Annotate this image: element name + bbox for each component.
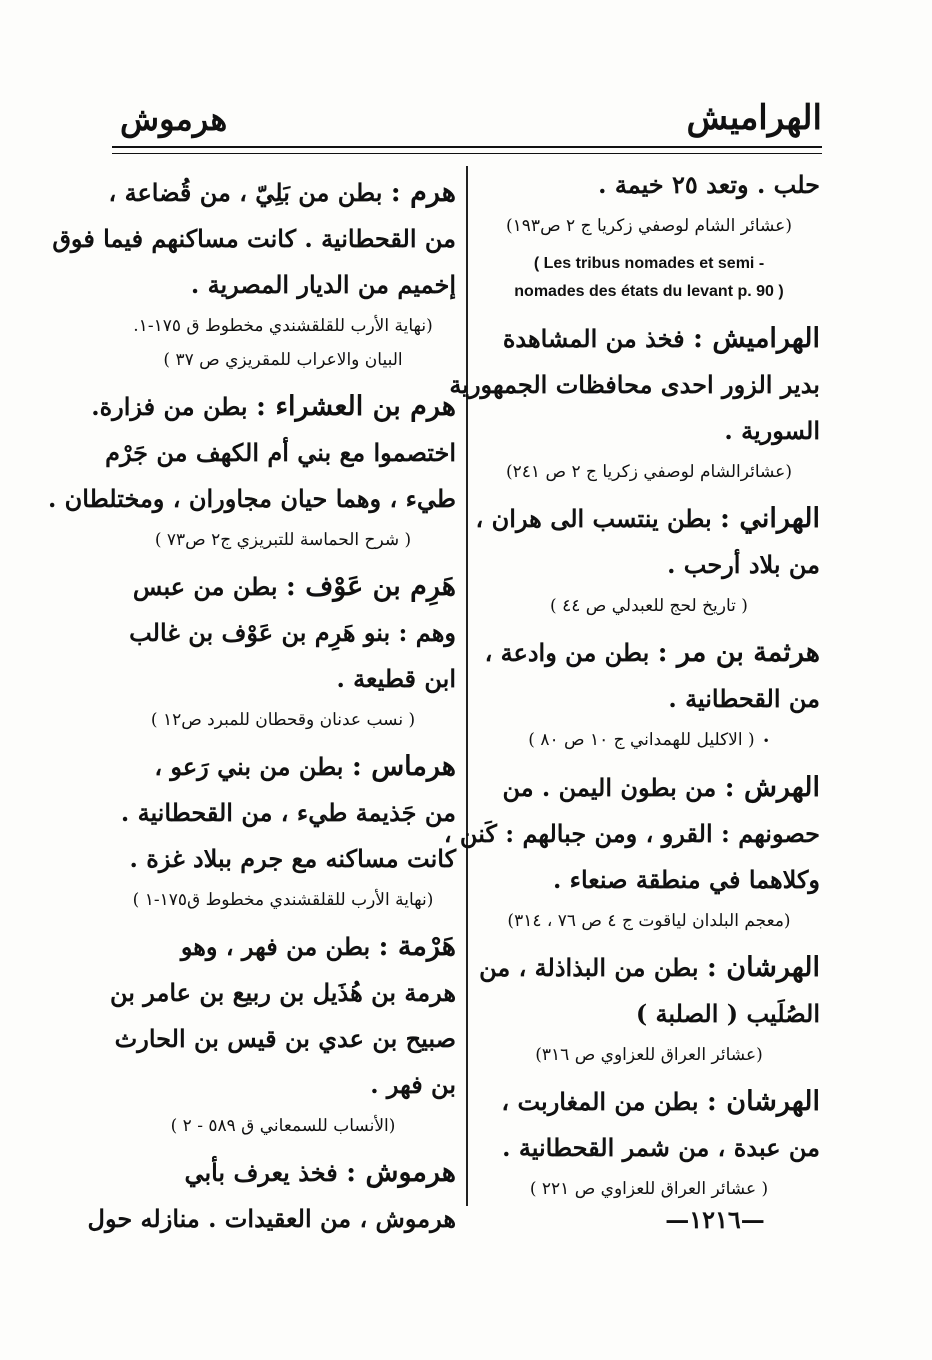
entry-line: من القحطانية . [668, 684, 820, 713]
entry-text: بطن من بَلِيّ ، من قُضاعة ، [108, 178, 383, 207]
right-column [443, 162, 820, 1213]
source-reference: (نهاية الأرب للقلقشندي مخطوط ق ١٧٥-١. [133, 316, 433, 336]
entry-line [110, 744, 456, 790]
entry-harim-baliy [52, 170, 456, 376]
entry-headword: هرموش : [346, 1157, 456, 1188]
entry-text: بطن من عبس [132, 572, 278, 601]
entry-line: حلب . وتعد ٢٥ خيمة . [598, 170, 820, 199]
entry-alharsh [443, 765, 820, 937]
entry-line [110, 170, 456, 216]
entry-line: من جَذيمة طيء ، من القحطانية . [120, 798, 456, 827]
entry-text: من بطون اليمن . من [502, 773, 717, 802]
entry-line [478, 1079, 820, 1125]
entry-text: بطن ينتسب الى هران ، [475, 504, 712, 533]
column-divider [466, 166, 468, 1206]
entry-text: بطن من المغاربت ، [501, 1087, 699, 1116]
latin-reference-line: nomades des états du levant p. 90 ) [514, 283, 784, 300]
latin-reference [478, 250, 820, 306]
entry-line: السورية . [724, 416, 820, 445]
entry-line: حصونهم : القرو ، ومن جبالهم : كَنن ، [443, 819, 820, 848]
entry-headword: هرم : [390, 177, 456, 208]
entry-headword: الهرشان : [706, 952, 820, 983]
entry-line: ابن قطيعة . [336, 664, 456, 693]
entry-line: بن فهر . [370, 1070, 456, 1099]
entry-line: هرموش ، من العقيدات . منازله حول [87, 1204, 456, 1233]
entry-line: كانت مساكنه مع جرم ببلاد غزة . [129, 844, 456, 873]
entry-line [478, 630, 820, 676]
entry-text: بطن من فهر ، وهو [180, 932, 371, 961]
running-head-left: هرموش [120, 100, 228, 138]
entry-alharamish [449, 316, 820, 488]
entry-line: وهم : بنو هَرِم بن عَوْف بن غالب [129, 618, 456, 647]
entry-headword: هرثمة بن مر : [657, 637, 820, 668]
header-rule-thin [112, 153, 822, 154]
entry-line [110, 1150, 456, 1196]
entry-line [110, 924, 456, 970]
source-reference: (معجم البلدان لياقوت ج ٤ ص ٧٦ ، ٣١٤) [507, 911, 791, 931]
entry-line [478, 765, 820, 811]
entry-line: من القحطانية . كانت مساكنهم فيما فوق [52, 224, 456, 253]
entry-headword: هَرْمة : [378, 931, 456, 962]
source-reference: ( عشائر العراق للعزاوي ص ٢٢١ ) [529, 1179, 769, 1199]
entry-line [478, 945, 820, 991]
page-number: —١٢١٦— [665, 1205, 765, 1234]
source-reference: (الأنساب للسمعاني ق ٥٨٩ - ٢ ) [170, 1116, 396, 1136]
entry-line [110, 564, 456, 610]
entry-harma [110, 924, 456, 1142]
entry-text: بطن من بني رَعو ، [154, 752, 344, 781]
source-reference: البيان والاعراب للمقريزي ص ٣٧ ) [163, 350, 403, 370]
entry-hirmas [110, 744, 456, 916]
header-rule-thick [112, 146, 822, 148]
entry-line [478, 316, 820, 362]
running-head-right: الهراميش [686, 98, 822, 138]
entry-line [91, 384, 456, 430]
entry-headword: الهراني : [720, 503, 820, 534]
entry-line: بدير الزور احدى محافظات الجمهورية [449, 370, 820, 399]
entry-text: بطن من فزارة. [91, 392, 248, 421]
entry-harmush [87, 1150, 456, 1242]
source-reference: (عشائر الشام لوصفي زكريا ج ٢ ص١٩٣) [506, 216, 792, 236]
entry-headword: هرم بن العشراء : [255, 391, 456, 422]
source-reference: (نهاية الأرب للقلقشندي مخطوط ق١٧٥-١ ) [132, 890, 434, 910]
entry-line: اختصموا مع بني أم الكهف من جَرْم [105, 438, 456, 467]
source-reference-text: ( الاكليل للهمداني ج ١٠ ص ٨٠ ) [528, 730, 755, 750]
entry-line [475, 496, 820, 542]
entry-headword: الهراميش : [693, 323, 820, 354]
entry-headword: هرماس : [351, 751, 456, 782]
entry-alharshan-2 [478, 1079, 820, 1205]
entry-harim-ibn-alushara [47, 384, 456, 556]
entry-headword: الهرشان : [706, 1086, 820, 1117]
source-reference: (عشائر العراق للعزاوي ص ٣١٦) [535, 1045, 763, 1065]
entry-text: بطن من البذاذلة ، من [479, 953, 699, 982]
entry-harthama [478, 630, 820, 757]
entry-text: بطن من وادعة ، [484, 638, 650, 667]
entry-line: طيء ، وهما حيان مجاوران ، ومختلطان . [47, 484, 456, 513]
entry-text: فخذ من المشاهدة [502, 324, 685, 353]
entry-line: من عبدة ، من شمر القحطانية . [502, 1133, 820, 1162]
entry-alharani [475, 496, 820, 622]
entry-headword: هَرِم بن عَوْف : [285, 571, 456, 602]
source-reference: ( نسب عدنان وقحطان للمبرد ص١٢ ) [150, 710, 416, 730]
bullet-mark: • [762, 734, 770, 748]
entry-line: من بلاد أرحب . [667, 550, 820, 579]
entry-line: الصُلَيب ( الصلبة ) [635, 999, 820, 1028]
entry-line: هرمة بن هُذَيل بن ربيع بن عامر بن [109, 978, 456, 1007]
source-reference [478, 724, 820, 757]
left-column [47, 170, 456, 1248]
entry-line: صبيح بن عدي بن قيس بن الحارث [114, 1024, 456, 1053]
source-reference: (عشائرالشام لوصفي زكريا ج ٢ ص ٢٤١) [506, 462, 792, 482]
source-reference: ( شرح الحماسة للتبريزي ج٢ ص٧٣ ) [154, 530, 412, 550]
entry-alharshan-1 [478, 945, 820, 1071]
entry-line: إخميم من الديار المصرية . [190, 270, 456, 299]
entry-harim-ibn-awf [110, 564, 456, 736]
entry-line: وكلاهما في منطقة صنعاء . [552, 865, 820, 894]
entry-continuation [478, 162, 820, 306]
latin-reference-line: ( Les tribus nomades et semi - [533, 255, 765, 272]
entry-headword: الهرش : [724, 772, 820, 803]
page-header [110, 92, 822, 152]
source-reference: ( تاريخ لحج للعبدلي ص ٤٤ ) [550, 596, 748, 616]
entry-text: فخذ يعرف بأبي [184, 1158, 338, 1187]
